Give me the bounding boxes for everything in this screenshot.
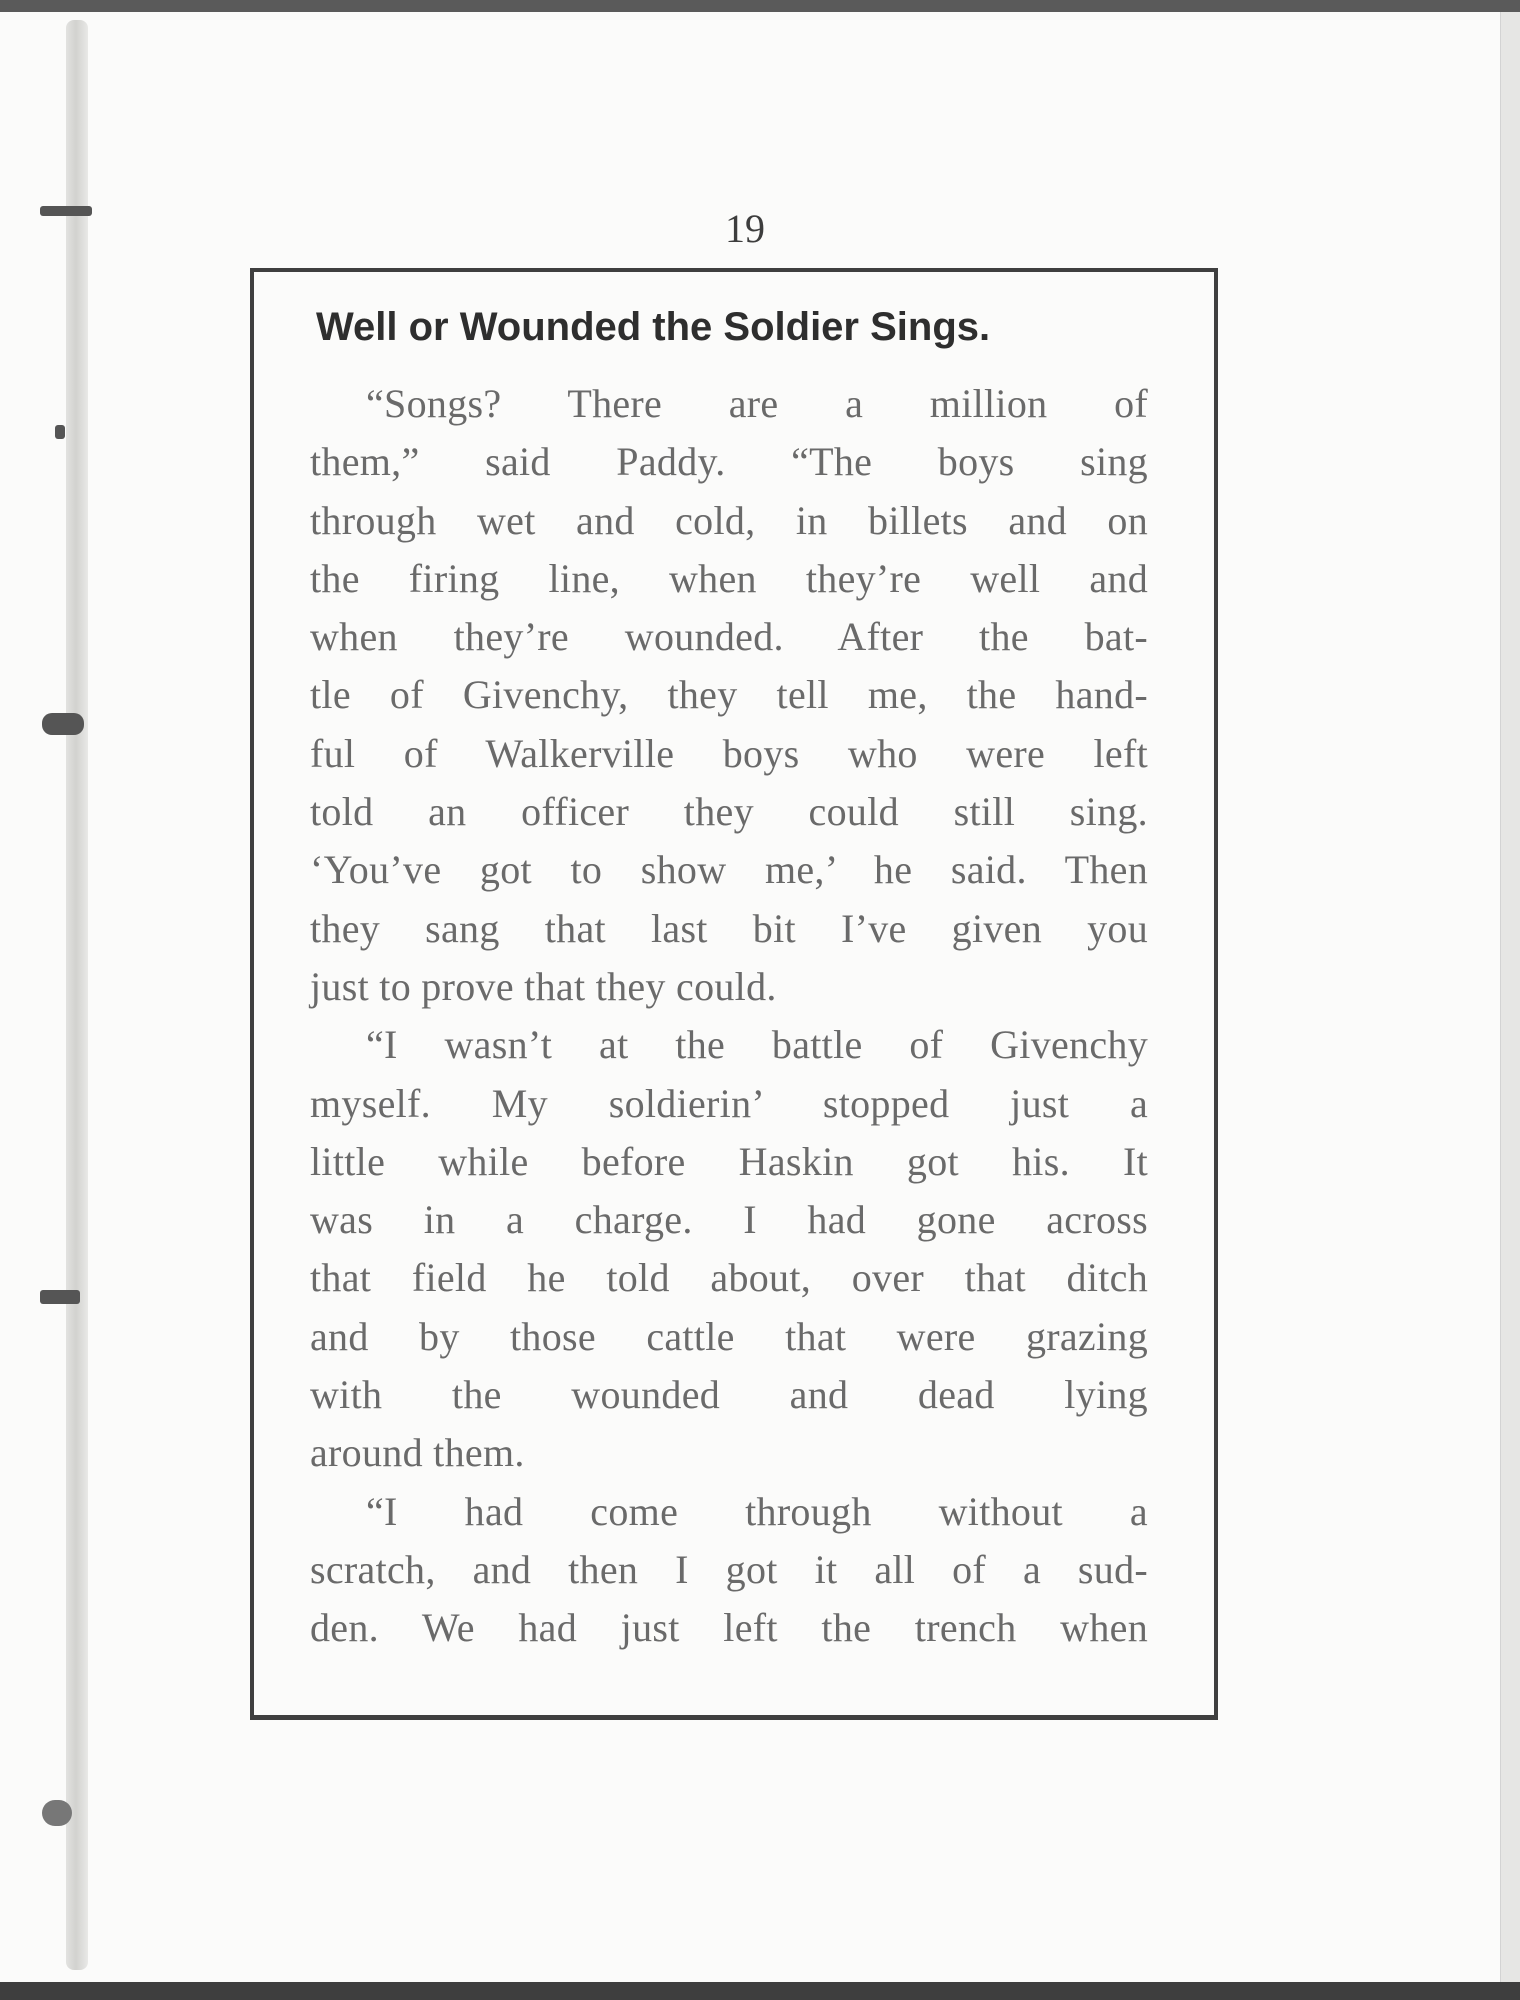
binding-hole [42, 713, 84, 735]
article-body [310, 375, 1148, 1658]
text-line: when they’re wounded. After the bat- [310, 614, 1148, 660]
staple-mark [40, 206, 92, 216]
text-line: just to prove that they could. [310, 963, 777, 1009]
text-line: was in a charge. I had gone across [310, 1197, 1148, 1243]
page-number: 19 [725, 206, 765, 251]
text-line: around them. [310, 1430, 525, 1476]
text-line: scratch, and then I got it all of a sud- [310, 1546, 1148, 1592]
text-line: den. We had just left the trench when [310, 1605, 1148, 1651]
text-line: tle of Givenchy, they tell me, the hand- [310, 672, 1148, 718]
binding-strip [66, 20, 88, 1970]
article-title: Well or Wounded the Soldier Sings. [316, 305, 991, 349]
text-line: “I wasn’t at the battle of Givenchy [366, 1022, 1148, 1068]
text-line: little while before Haskin got his. It [310, 1138, 1148, 1184]
text-line: through wet and cold, in billets and on [310, 497, 1148, 543]
text-line: that field he told about, over that ditch [310, 1255, 1148, 1301]
text-line: ful of Walkerville boys who were left [310, 730, 1148, 776]
staple-mark [40, 1290, 80, 1304]
text-line: told an officer they could still sing. [310, 789, 1148, 835]
scan-top-edge [0, 0, 1520, 12]
text-line: and by those cattle that were grazing [310, 1313, 1148, 1359]
text-line: them,” said Paddy. “The boys sing [310, 439, 1148, 485]
scan-bottom-edge [0, 1982, 1520, 2000]
text-line: ‘You’ve got to show me,’ he said. Then [310, 847, 1148, 893]
page-right-edge [1500, 12, 1520, 1982]
text-line: they sang that last bit I’ve given you [310, 905, 1148, 951]
text-line: “Songs? There are a million of [366, 381, 1148, 426]
binding-hole [42, 1800, 72, 1826]
text-line: with the wounded and dead lying [310, 1372, 1148, 1418]
text-line: the firing line, when they’re well and [310, 555, 1148, 601]
binding-hole [55, 425, 65, 439]
text-line: myself. My soldierin’ stopped just a [310, 1080, 1148, 1126]
text-line: “I had come through without a [366, 1488, 1148, 1534]
